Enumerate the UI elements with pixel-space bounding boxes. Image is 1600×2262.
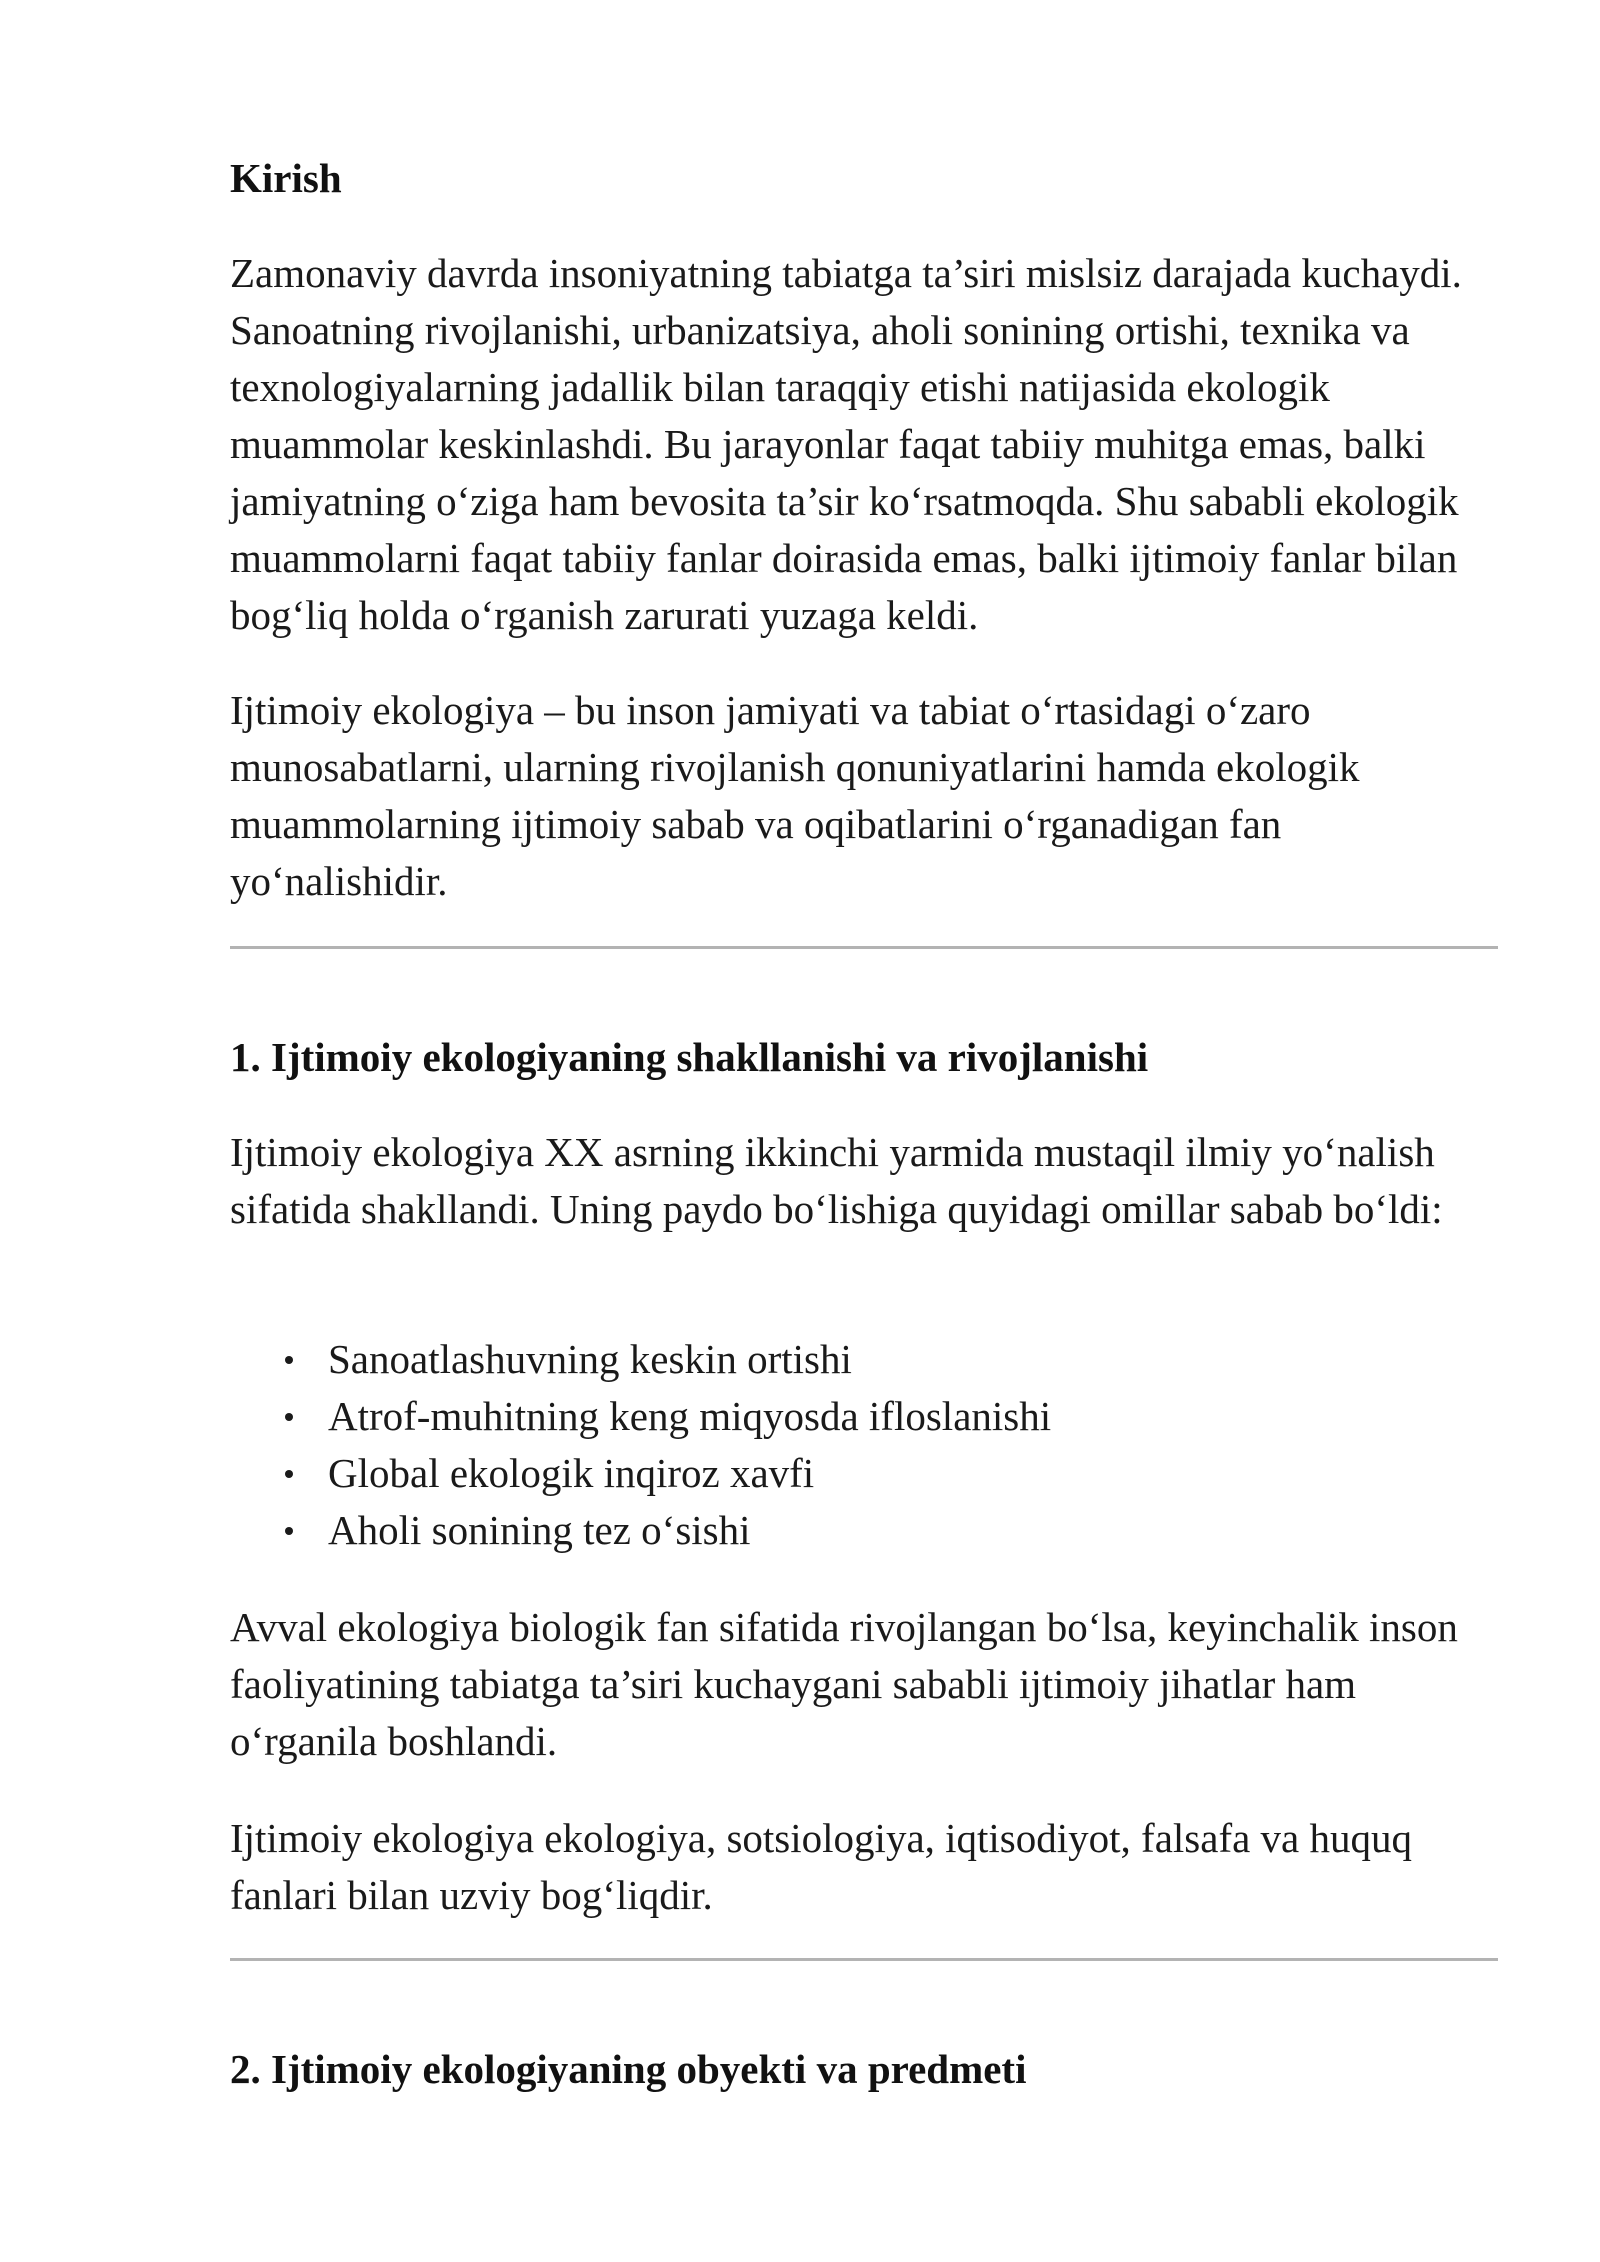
section-heading-1: 1. Ijtimoiy ekologiyaning shakllanishi va rivojlanishi [230,1034,1149,1080]
list-item: Sanoatlashuvning keskin ortishi [328,1331,1498,1388]
list-item: Atrof-muhitning keng miqyosda ifloslanishi [328,1388,1498,1445]
list-item: Global ekologik inqiroz xavfi [328,1445,1498,1502]
section-divider [230,1958,1498,1961]
section-heading-kirish: Kirish [230,155,342,201]
list-item: Aholi sonining tez o‘sishi [328,1502,1498,1559]
paragraph: Ijtimoiy ekologiya XX asrning ikkinchi yarmida mustaqil ilmiy yo‘nalish sifatida shakllandi. Uning paydo bo‘lishiga quyidagi omillar sabab bo‘ldi: [230,1129,1443,1232]
paragraph: Avval ekologiya biologik fan sifatida rivojlangan bo‘lsa, keyinchalik inson faoliyatining tabiatga ta’siri kuchaygani sababli ijtimoiy jihatlar ham o‘rganila boshlandi. [230,1604,1458,1764]
section-divider [230,946,1498,949]
bullet-list [230,1331,1498,1559]
paragraph: Ijtimoiy ekologiya – bu inson jamiyati va tabiat o‘rtasidagi o‘zaro munosabatlarni, ularning rivojlanish qonuniyatlarini hamda ekologik muammolarning ijtimoiy sabab va oqibatlarini o‘rganadigan fan yo‘nalishidir. [230,687,1360,904]
section-heading-2: 2. Ijtimoiy ekologiyaning obyekti va predmeti [230,2046,1027,2092]
paragraph: Ijtimoiy ekologiya ekologiya, sotsiologiya, iqtisodiyot, falsafa va huquq fanlari bilan uzviy bog‘liqdir. [230,1815,1412,1918]
paragraph: Zamonaviy davrda insoniyatning tabiatga ta’siri mislsiz darajada kuchaydi. Sanoatning rivojlanishi, urbanizatsiya, aholi sonining ortishi, texnika va texnologiyalarning jadallik bilan taraqqiy etishi natijasida ekologik muammolar keskinlashdi. Bu jarayonlar faqat tabiiy muhitga emas, balki jamiyatning o‘ziga ham bevosita ta’sir ko‘rsatmoqda. Shu sababli ekologik muammolarni faqat tabiiy fanlar doirasida emas, balki ijtimoiy fanlar bilan bog‘liq holda o‘rganish zarurati yuzaga keldi. [230,250,1462,638]
